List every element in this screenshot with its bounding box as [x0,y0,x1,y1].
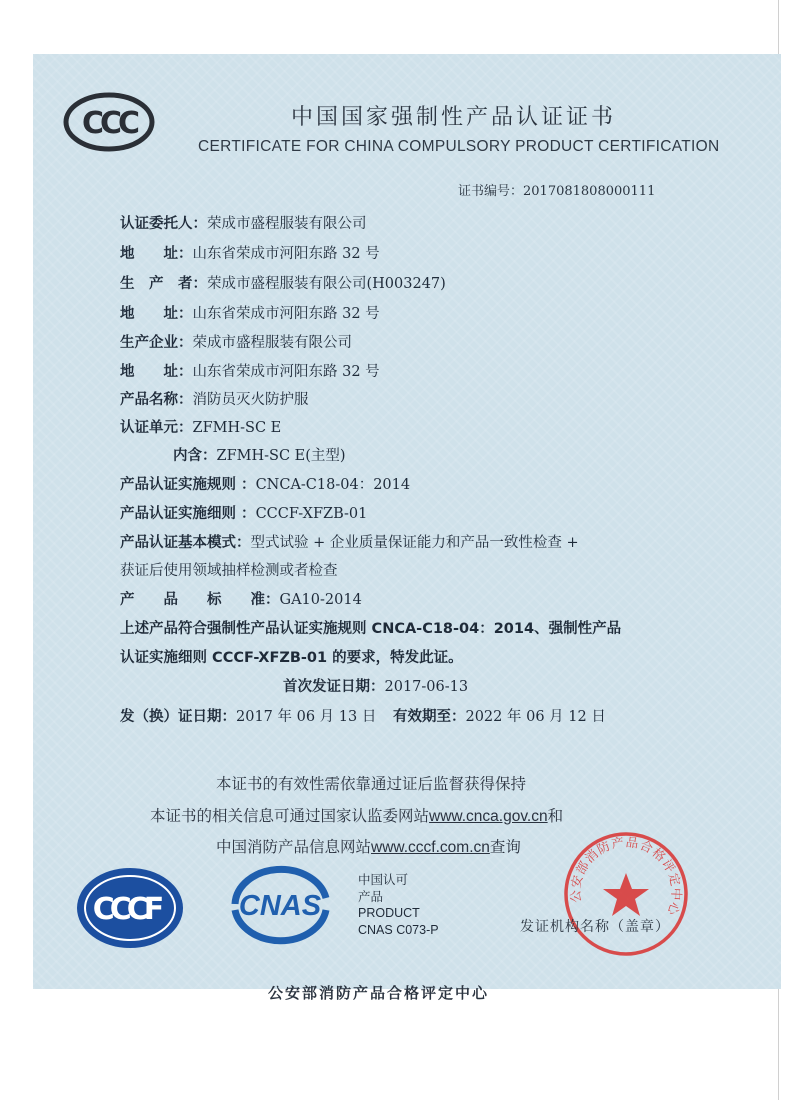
first-issue-date [283,675,468,696]
validity-notice: 本证书的有效性需依靠通过证后监督获得保持 [216,775,527,793]
field-row-cert-unit [120,416,281,437]
field-row-product-standard [120,588,362,609]
valid-until-label: 有效期至： [392,709,466,725]
field-row-impl-details [120,502,367,523]
field-label: 地 址： [120,246,193,262]
field-label: 认证单元： [120,420,193,436]
certificate-title-en: CERTIFICATE FOR CHINA COMPULSORY PRODUCT CERTIFICATION [198,138,720,155]
field-value: CNCA-C18-04：2014 [255,477,411,493]
issuer-signature-label: 发证机构名称（盖章） [520,919,670,935]
query-notice-text: 查询 [489,838,521,856]
field-label: 生产企业： [120,335,193,351]
field-label: 产 品 标 准： [120,592,280,608]
compliance-statement-line2: 认证实施细则 CCCF-XFZB-01 的要求，特发此证。 [120,650,463,666]
field-row-basic-mode-cont [120,559,338,580]
cnas-line: PRODUCT [358,906,420,920]
compliance-statement-line1: 上述产品符合强制性产品认证实施规则 CNCA-C18-04：2014、强制性产品 [120,621,622,637]
field-row-impl-rules [120,473,410,494]
field-label: 认证委托人： [120,216,207,232]
field-row-contains [173,444,346,465]
cnas-accreditation-text [358,872,439,938]
field-value: ZFMH-SC E(主型) [216,448,346,464]
issue-date-label: 发（换）证日期： [120,709,236,725]
cccf-logo-icon [75,866,185,951]
field-value: CCCF-XFZB-01 [255,506,368,522]
field-value: GA10-2014 [279,592,362,608]
field-label: 产品名称： [120,392,193,408]
field-label: 产品认证实施细则 ： [120,506,256,522]
issue-valid-dates [120,705,606,726]
ccc-logo-icon [63,92,155,152]
field-row-manufacturer-address [120,302,380,323]
cnas-logo-text: CNAS [238,890,322,922]
certificate-title-cn: 中国国家强制性产品认证证书 [291,105,617,130]
field-value: 荣成市盛程服装有限公司(H003247) [207,276,446,292]
field-value: 获证后使用领域抽样检测或者检查 [120,563,338,579]
seal-text: 公安部消防产品合格评定中心 [567,834,685,919]
field-label: 产品认证实施规则 ： [120,477,256,493]
query-notice-text: 和 [547,807,564,825]
cut-off-bottom-text: 公安部消防产品合格评定中心 [268,984,490,1002]
first-issue-date-label: 首次发证日期： [283,679,385,695]
field-value: 山东省荣成市河阳东路 32 号 [192,364,380,380]
field-value: 消防员灭火防护服 [192,392,309,408]
query-notice-text: 中国消防产品信息网站 [216,838,372,856]
issue-date-value: 2017 年 06 月 13 日 [236,709,377,725]
field-row-factory [120,331,352,352]
cccf-website-link[interactable]: www.cccf.com.cn [371,839,490,856]
field-value: ZFMH-SC E [192,420,282,436]
cnas-line: 中国认可 [358,873,409,887]
field-label: 生 产 者： [120,276,207,292]
query-notice-text: 本证书的相关信息可通过国家认监委网站 [150,807,430,825]
field-label: 地 址： [120,306,193,322]
field-label: 产品认证基本模式： [120,535,251,551]
cnas-logo-icon [223,864,338,944]
official-seal-stamp [561,829,691,959]
cccf-logo-text: CCCF [92,892,160,927]
valid-until-value: 2022 年 06 月 12 日 [465,709,606,725]
seal-star-icon [603,873,649,916]
certificate-sheet [33,54,781,1002]
field-row-applicant-address [120,242,380,263]
first-issue-date-value: 2017-06-13 [384,679,469,695]
field-value: 荣成市盛程服装有限公司 [207,216,367,232]
query-notice-cccf [216,835,521,857]
field-value: 山东省荣成市河阳东路 32 号 [192,306,380,322]
field-row-factory-address [120,360,380,381]
field-row-basic-mode [120,531,579,552]
field-label: 地 址： [120,364,193,380]
cnas-line: 产品 [358,889,384,904]
field-row-manufacturer [120,272,446,293]
field-value: 型式试验 + 企业质量保证能力和产品一致性检查 + [250,535,579,551]
cnca-website-link[interactable]: www.cnca.gov.cn [429,808,548,825]
cnas-line: CNAS C073-P [358,922,439,937]
field-value: 山东省荣成市河阳东路 32 号 [192,246,380,262]
field-row-applicant [120,212,367,233]
field-row-product-name [120,388,309,409]
field-label: 内含： [173,448,217,464]
ccc-logo-text: CCC [81,106,137,141]
field-value: 荣成市盛程服装有限公司 [192,335,352,351]
certificate-number: 证书编号：2017081808000111 [458,184,656,199]
query-notice-cnca [150,804,563,826]
